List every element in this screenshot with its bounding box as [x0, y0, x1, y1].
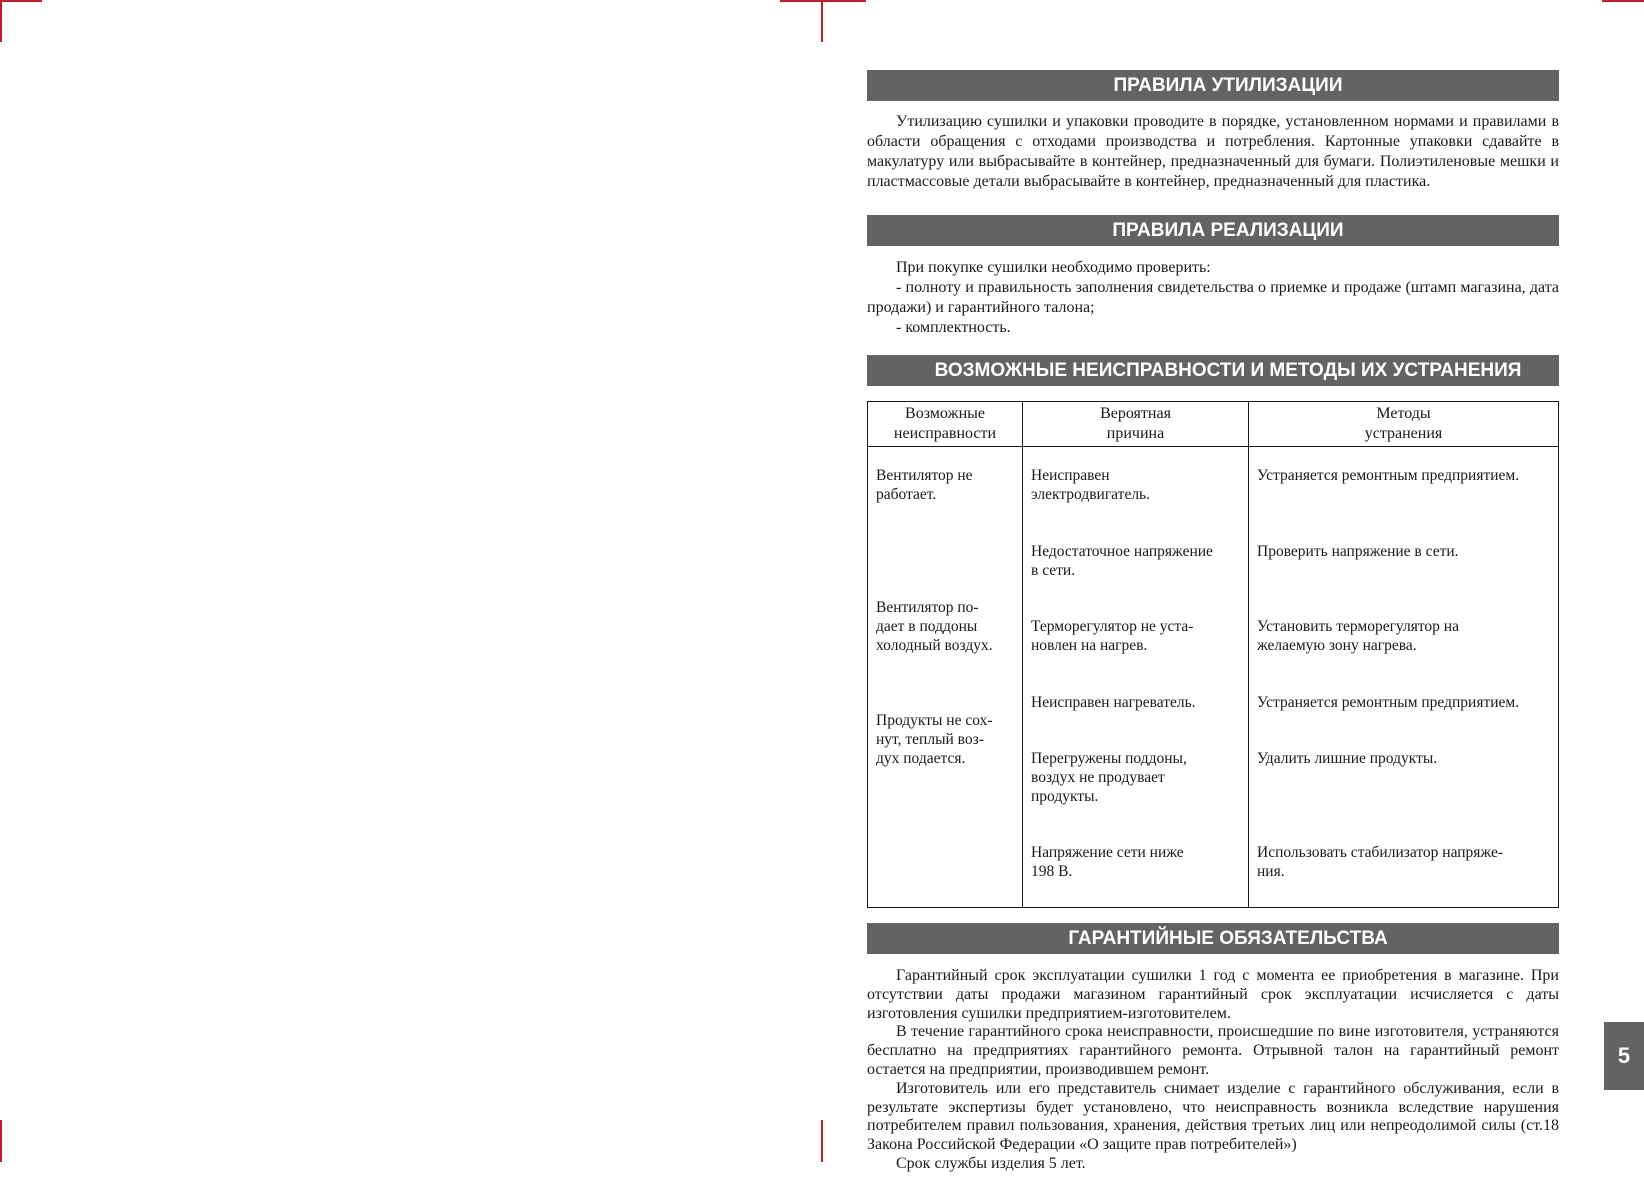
sales-intro: При покупке сушилки необходимо проверить: [896, 259, 1211, 276]
faults-table [867, 401, 1559, 908]
cause-cell: Напряжение сети ниже 198 В. [1031, 844, 1184, 880]
warranty-paragraph: Гарантийный срок эксплуатации сушилки 1 год с момента ее приобретения в магазине. При отсутствии даты продажи магазином гарантийный срок эксплуатации исчисляется с даты изготовления сушилки предприятием-изготовителем. [867, 967, 1559, 1022]
fault-cell: Продукты не сох- нут, теплый воз- дух подается. [876, 712, 993, 767]
cause-cell: Неисправен нагреватель. [1031, 694, 1196, 711]
cause-cell: Неисправен электродвигатель. [1031, 467, 1150, 503]
disposal-section [867, 70, 1559, 192]
sales-title: ПРАВИЛА РЕАЛИЗАЦИИ [867, 215, 1559, 246]
page-content [867, 70, 1559, 1193]
fix-cell: Устраняется ремонтным предприятием. [1257, 694, 1520, 711]
crop-mark [0, 0, 2, 42]
fault-cell: Вентилятор по- дает в поддоны холодный воздух. [876, 599, 993, 654]
warranty-title: ГАРАНТИЙНЫЕ ОБЯЗАТЕЛЬСТВА [867, 923, 1559, 954]
disposal-text: Утилизацию сушилки и упаковки проводите в порядке, установленном нормами и правилами в области обращения с отходами производства и потребления. Картонные упаковки сдавайте в макулатуру или выбрасывайте в контейнер, предназначенный для бумаги. Полиэтиленовые мешки и пластмассовые детали выбрасывайте в контейнер, предназначенный для пластика. [867, 113, 1559, 190]
faults-title: ВОЗМОЖНЫЕ НЕИСПРАВНОСТИ И МЕТОДЫ ИХ УСТРАНЕНИЯ [867, 355, 1559, 386]
crop-mark [821, 1120, 823, 1162]
cause-cell: Терморегулятор не уста- новлен на нагрев. [1031, 618, 1194, 654]
fix-cell: Удалить лишние продукты. [1257, 750, 1438, 767]
page-number: 5 [1604, 1022, 1644, 1090]
sales-item: - полноту и правильность заполнения свидетельства о приемке и продаже (штамп магазина, дата продажи) и гарантийного талона; [867, 279, 1559, 316]
faults-section [867, 355, 1559, 908]
table-body [868, 447, 1558, 907]
header-fix: Методы устранения [1364, 405, 1443, 442]
fix-cell: Установить терморегулятор на желаемую зону нагрева. [1257, 618, 1459, 654]
header-cause: Вероятная причина [1023, 402, 1249, 446]
header-fault: Возможные неисправности [868, 402, 1023, 446]
cause-cell: Недостаточное напряжение в сети. [1031, 543, 1213, 579]
fix-cell: Использовать стабилизатор напряже- ния. [1257, 844, 1503, 880]
crop-mark [0, 1120, 2, 1162]
fix-column [1249, 447, 1558, 907]
crop-mark [821, 0, 823, 42]
crop-mark [0, 0, 42, 2]
table-header-row [868, 402, 1558, 447]
cause-column [1023, 447, 1249, 907]
crop-mark [1602, 0, 1644, 2]
sales-section [867, 215, 1559, 338]
fix-cell: Устраняется ремонтным предприятием. [1257, 467, 1520, 484]
fault-cell: Вентилятор не работает. [876, 467, 973, 503]
fault-column [868, 447, 1023, 907]
fix-cell: Проверить напряжение в сети. [1257, 543, 1459, 560]
crop-mark [780, 0, 866, 2]
warranty-paragraph: В течение гарантийного срока неисправности, происшедшие по вине изготовителя, устраняются бесплатно на предприятиях гарантийного ремонта. Отрывной талон на гарантийный ремонт остается на предприятии, производившем ремонт. [867, 1023, 1559, 1078]
warranty-paragraph: Изготовитель или его представитель снимает изделие с гарантийного обслуживания, если в результате экспертизы будет установлено, что неисправность возникла вследствие нарушения потребителем правил пользования, хранения, действия третьих лиц или непреодолимой силы (ст.18 Закона Российской Федерации «О защите прав потребителей») [867, 1079, 1559, 1154]
cause-cell: Перегружены поддоны, воздух не продувает продукты. [1031, 750, 1187, 805]
warranty-paragraph: Срок службы изделия 5 лет. [896, 1154, 1086, 1172]
warranty-section [867, 923, 1559, 1174]
disposal-title: ПРАВИЛА УТИЛИЗАЦИИ [867, 70, 1559, 101]
sales-item: - комплектность. [896, 319, 1011, 336]
